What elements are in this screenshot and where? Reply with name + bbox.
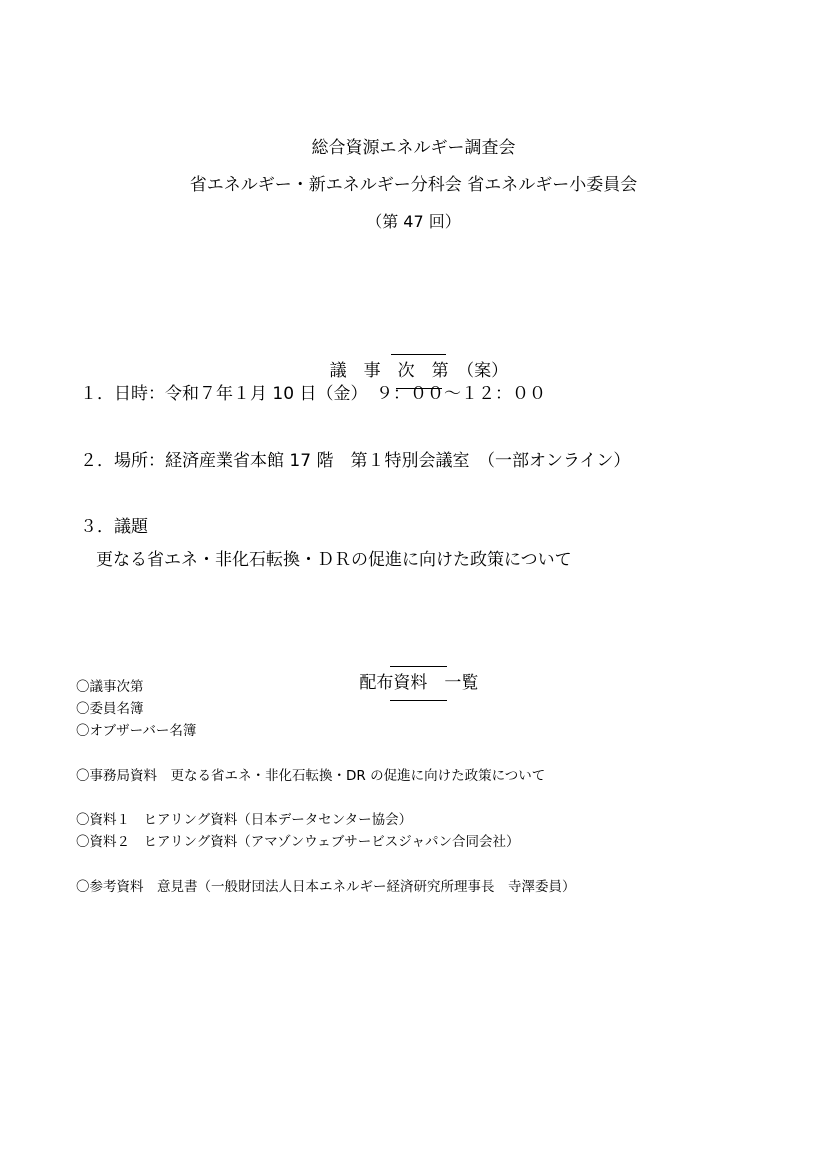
material-item: 〇委員名簿: [76, 701, 144, 717]
agenda-heading-text: 議 事 次 第 （案）: [329, 361, 509, 381]
material-item: 〇資料２ ヒアリング資料（アマゾンウェブサービスジャパン合同会社）: [76, 834, 520, 850]
material-item: 〇参考資料 意見書（一般財団法人日本エネルギー経済研究所理事長 寺澤委員）: [76, 879, 576, 895]
council-title: 総合資源エネルギー調査会: [311, 138, 516, 158]
session-number: （第 47 回）: [366, 212, 461, 231]
material-item: 〇議事次第: [76, 679, 144, 695]
item-place: ２．場所：経済産業省本館 17 階 第１特別会議室 （一部オンライン）: [80, 451, 631, 471]
material-item: 〇オブザーバー名簿: [76, 723, 197, 739]
materials-heading-text: 配布資料 一覧: [359, 673, 479, 693]
item-topic-text: 更なる省エネ・非化石転換・ＤＲの促進に向けた政策について: [96, 550, 572, 570]
item-topic-label: ３．議題: [80, 517, 148, 537]
material-item: 〇事務局資料 更なる省エネ・非化石転換・DR の促進に向けた政策について: [76, 768, 546, 784]
material-item: 〇資料１ ヒアリング資料（日本データセンター協会）: [76, 812, 413, 828]
materials-rule-right: [390, 700, 447, 701]
heading-rule-left: [391, 354, 446, 355]
materials-rule-left: [390, 666, 447, 667]
subcommittee-title: 省エネルギー・新エネルギー分科会 省エネルギー小委員会: [189, 175, 638, 195]
materials-heading: [0, 641, 827, 709]
item-datetime: １．日時：令和７年１月 10 日（金） ９：００～１２：００: [80, 384, 546, 404]
